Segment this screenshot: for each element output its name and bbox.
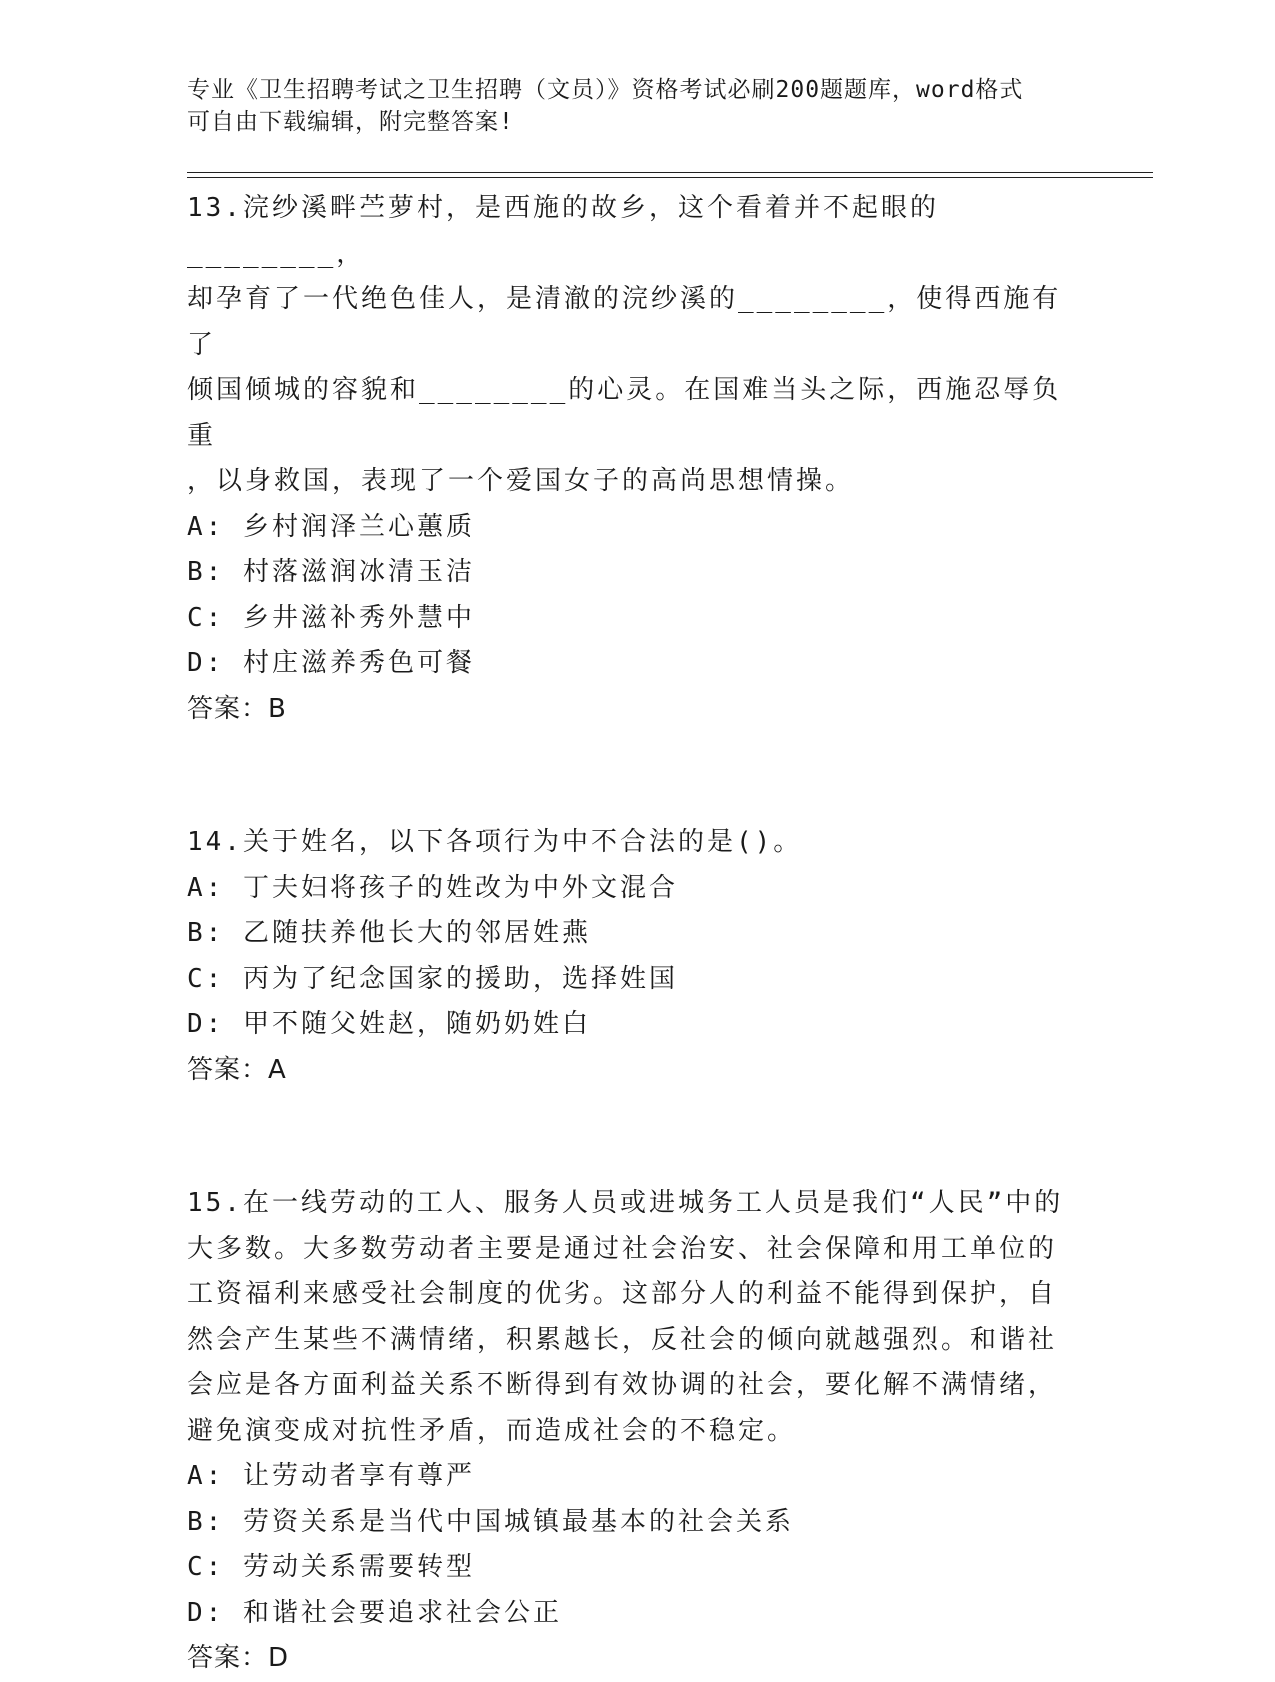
option-a: A: 丁夫妇将孩子的姓改为中外文混合 [187, 872, 678, 903]
answer-line: 答案：A [187, 1054, 287, 1085]
question-spacer [187, 1093, 1087, 1181]
header-line-1: 专业《卫生招聘考试之卫生招聘（文员）》资格考试必刷200题题库，word格式 [187, 77, 1024, 103]
question-stem-line: 14.关于姓名，以下各项行为中不合法的是()。 [187, 827, 803, 857]
question-stem-line: 倾国倾城的容貌和________的心灵。在国难当头之际，西施忍辱负重 [187, 375, 1062, 451]
option-d: D: 和谐社会要追求社会公正 [187, 1597, 562, 1628]
option-d: D: 村庄滋养秀色可餐 [187, 648, 475, 678]
question-stem-line: 13.浣纱溪畔苎萝村，是西施的故乡，这个看着并不起眼的________， [187, 193, 939, 269]
question-stem-line: 会应是各方面利益关系不断得到有效协调的社会，要化解不满情绪， [187, 1370, 1058, 1400]
question-15 [187, 1181, 1087, 1682]
question-stem-line: ，以身救国，表现了一个爱国女子的高尚思想情操。 [187, 466, 855, 496]
header-line-2: 可自由下载编辑，附完整答案! [187, 109, 514, 135]
header-divider-top [187, 172, 1153, 173]
option-c: C: 乡井滋补秀外慧中 [187, 602, 475, 633]
question-stem-line: 工资福利来感受社会制度的优劣。这部分人的利益不能得到保护，自 [187, 1279, 1058, 1309]
option-b: B: 村落滋润冰清玉洁 [187, 557, 475, 587]
question-stem-line: 避免演变成对抗性矛盾，而造成社会的不稳定。 [187, 1415, 797, 1446]
option-b: B: 乙随扶养他长大的邻居姓燕 [187, 918, 591, 948]
option-c: C: 劳动关系需要转型 [187, 1552, 475, 1582]
option-b: B: 劳资关系是当代中国城镇最基本的社会关系 [187, 1506, 794, 1537]
document-header [187, 74, 1067, 138]
header-divider-bottom [187, 177, 1153, 178]
question-stem-line: 却孕育了一代绝色佳人，是清澈的浣纱溪的________，使得西施有了 [187, 284, 1062, 360]
question-13 [187, 186, 1087, 732]
option-a: A: 乡村润泽兰心蕙质 [187, 511, 475, 542]
option-d: D: 甲不随父姓赵，随奶奶姓白 [187, 1009, 591, 1039]
question-spacer [187, 732, 1087, 820]
answer-line: 答案：B [187, 693, 287, 724]
question-14 [187, 820, 1087, 1093]
option-a: A: 让劳动者享有尊严 [187, 1461, 475, 1491]
answer-line: 答案：D [187, 1643, 290, 1673]
question-list [187, 186, 1087, 1682]
question-stem-line: 大多数。大多数劳动者主要是通过社会治安、社会保障和用工单位的 [187, 1233, 1058, 1264]
question-stem-line: 15.在一线劳动的工人、服务人员或进城务工人员是我们“人民”中的 [187, 1188, 1064, 1218]
question-stem-line: 然会产生某些不满情绪，积累越长，反社会的倾向就越强烈。和谐社 [187, 1324, 1058, 1355]
option-c: C: 丙为了纪念国家的援助，选择姓国 [187, 963, 678, 994]
